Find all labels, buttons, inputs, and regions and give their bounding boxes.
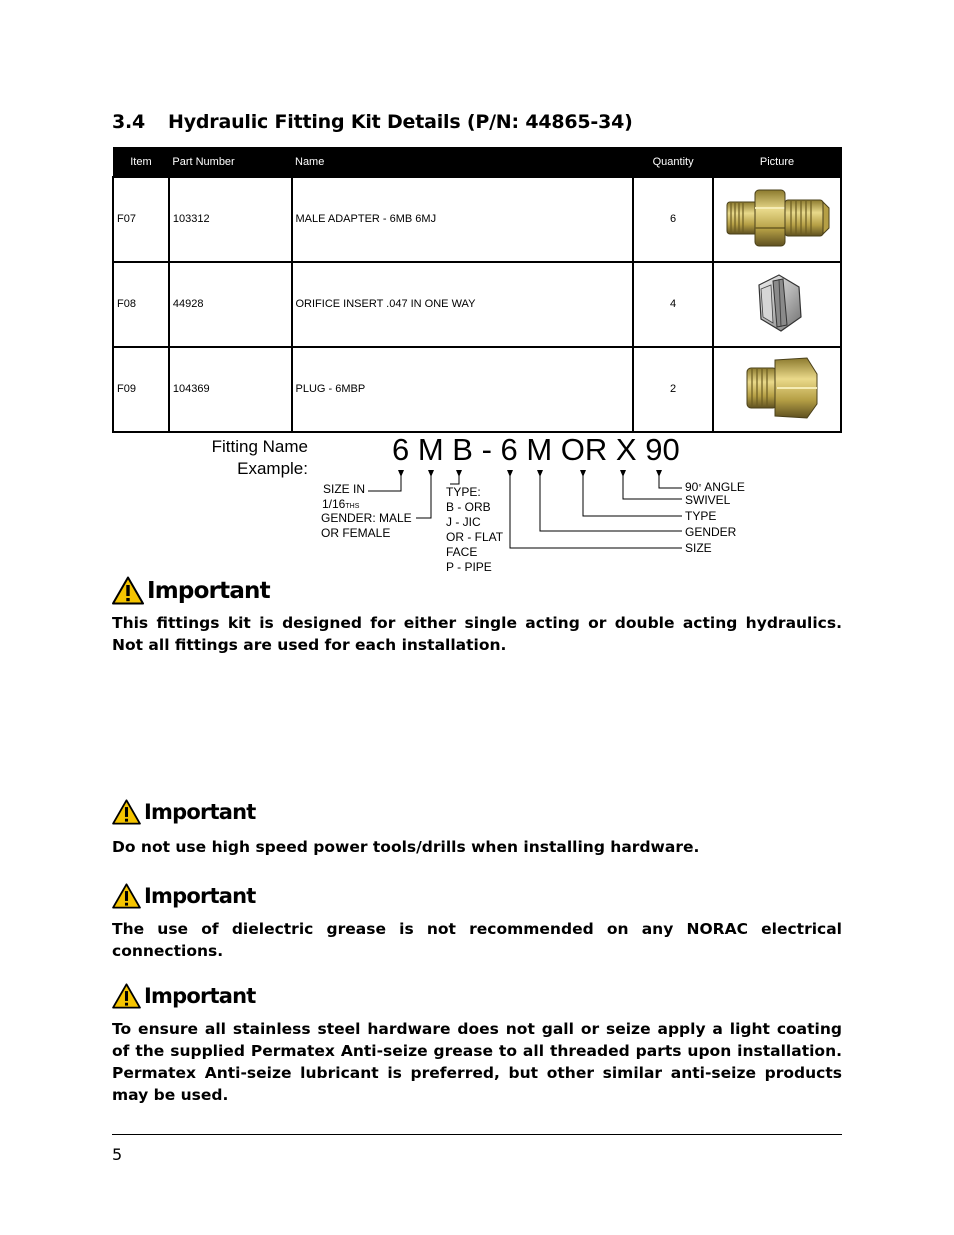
cell-quantity: 4 <box>633 262 713 347</box>
cell-item: F08 <box>113 262 169 347</box>
section-title: Hydraulic Fitting Kit Details (P/N: 44865-34) <box>168 111 633 133</box>
page-number: 5 <box>112 1145 123 1164</box>
note-type: TYPE <box>685 509 717 523</box>
cell-item: F09 <box>113 347 169 432</box>
note-size-right: SIZE <box>685 541 712 555</box>
warning-triangle-icon <box>112 576 144 605</box>
important-text: Do not use high speed power tools/drills when installing hardware. <box>112 838 700 856</box>
important-heading-text: Important <box>144 984 256 1008</box>
cell-item: F07 <box>113 177 169 262</box>
type-note: FACE <box>446 545 478 559</box>
warning-triangle-icon <box>112 983 141 1009</box>
note-gender: GENDER: MALE <box>321 511 412 525</box>
note-size-fraction-text: 1/16 <box>322 497 346 511</box>
fitting-label-line2: Example: <box>237 459 308 478</box>
fitting-code-example: 6 M B - 6 M OR X 90 <box>392 432 680 467</box>
fitting-label-line1: Fitting Name <box>211 437 308 456</box>
cell-name: ORIFICE INSERT .047 IN ONE WAY <box>292 262 634 347</box>
important-heading-text: Important <box>144 884 256 908</box>
important-heading <box>112 799 256 825</box>
cell-name: PLUG - 6MBP <box>292 347 634 432</box>
important-heading-text: Important <box>147 577 270 604</box>
important-text: This fittings kit is designed for either single acting or double acting hydraulics. Not all fittings are used for each installation. <box>112 614 842 654</box>
note-or-female: OR FEMALE <box>321 526 391 540</box>
note-angle-word: ANGLE <box>704 480 745 494</box>
footer-rule <box>112 1134 842 1135</box>
column-header-item: Item <box>113 148 169 177</box>
note-size-sup: THS <box>345 503 360 510</box>
note-size-in-text: SIZE IN <box>323 482 366 496</box>
column-header-name: Name <box>292 148 634 177</box>
note-angle-degree: ° <box>698 483 702 492</box>
cell-name: MALE ADAPTER - 6MB 6MJ <box>292 177 634 262</box>
type-notes <box>446 485 503 575</box>
note-angle-number: 90 <box>685 480 699 494</box>
type-note: B - ORB <box>446 500 491 514</box>
cell-quantity: 6 <box>633 177 713 262</box>
important-heading-text: Important <box>144 800 256 824</box>
type-note: J - JIC <box>446 515 481 529</box>
type-note: P - PIPE <box>446 560 492 574</box>
note-gender-right: GENDER <box>685 525 737 539</box>
important-heading <box>112 883 256 909</box>
warning-triangle-icon <box>112 883 141 909</box>
column-header-quantity: Quantity <box>633 148 713 177</box>
cell-quantity: 2 <box>633 347 713 432</box>
section-number: 3.4 <box>112 111 146 133</box>
cell-part-number: 104369 <box>169 347 292 432</box>
cell-part-number: 103312 <box>169 177 292 262</box>
note-size-in <box>323 482 365 497</box>
cell-part-number: 44928 <box>169 262 292 347</box>
type-note: TYPE: <box>446 485 481 499</box>
important-text: To ensure all stainless steel hardware does not gall or seize apply a light coating of the supplied Permatex Anti-seize grease to all threaded parts upon installation. Permatex Anti-seize lubricant is preferred, but other similar anti-seize products may be used. <box>112 1020 842 1104</box>
column-header-picture: Picture <box>713 148 841 177</box>
important-heading <box>112 576 270 605</box>
important-text: The use of dielectric grease is not recommended on any NORAC electrical connections. <box>112 920 842 960</box>
warning-triangle-icon <box>112 799 141 825</box>
note-swivel: SWIVEL <box>685 493 731 507</box>
column-header-part-number: Part Number <box>169 148 292 177</box>
type-note: OR - FLAT <box>446 530 504 544</box>
important-heading <box>112 983 256 1009</box>
